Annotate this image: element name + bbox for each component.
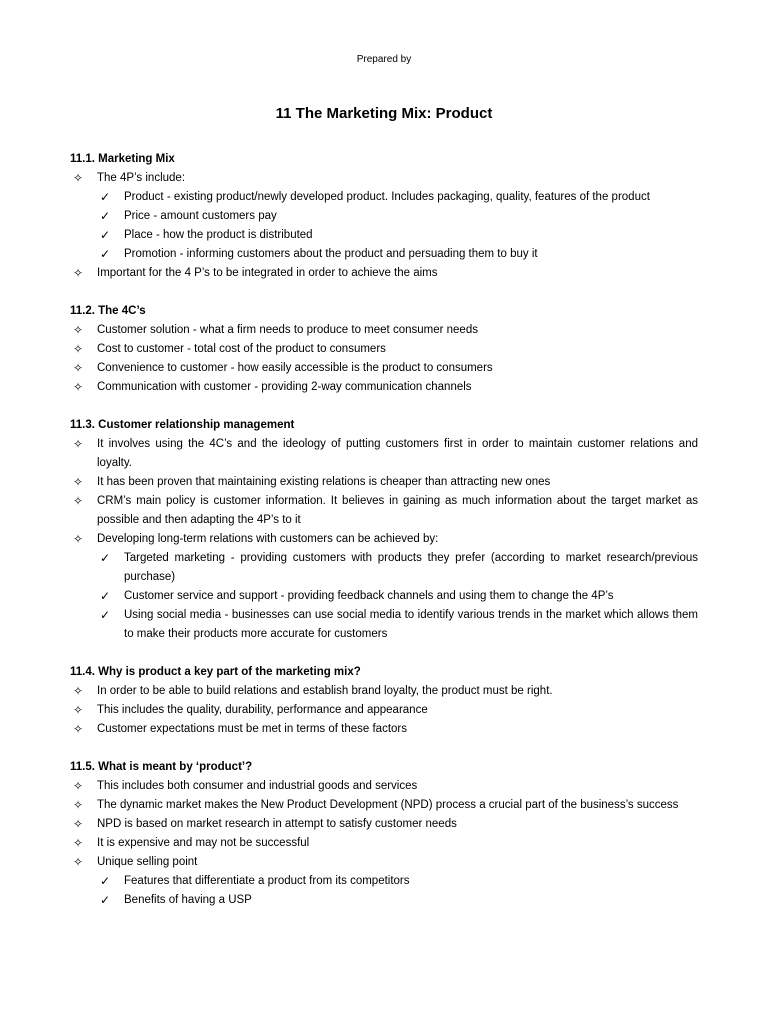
- list-item: [70, 853, 698, 872]
- star-bullet-icon: ✧: [72, 323, 84, 337]
- check-mark-icon: ✓: [99, 589, 111, 603]
- section-heading: 11.5. What is meant by ‘product’?: [70, 761, 253, 773]
- list-item: [70, 378, 698, 397]
- sub-list-item-text: Customer service and support - providing feedback channels and using them to change the 4P’s: [124, 590, 614, 602]
- list-item: [70, 492, 698, 530]
- list-item-text: This includes both consumer and industrial goods and services: [97, 780, 418, 792]
- check-mark-icon: ✓: [99, 608, 111, 622]
- list-item: [70, 720, 698, 739]
- star-bullet-icon: ✧: [72, 266, 84, 280]
- sub-list-item-text: Using social media - businesses can use social media to identify various trends in the market which allows them to make their products more accurate for customers: [124, 609, 698, 640]
- star-bullet-icon: ✧: [72, 171, 84, 185]
- check-mark-icon: ✓: [99, 874, 111, 888]
- list-item-text: Cost to customer - total cost of the product to consumers: [97, 343, 386, 355]
- list-item-text: Customer solution - what a firm needs to produce to meet consumer needs: [97, 324, 478, 336]
- section-heading: 11.1. Marketing Mix: [70, 153, 175, 165]
- check-mark-icon: ✓: [99, 190, 111, 204]
- star-bullet-icon: ✧: [72, 494, 84, 508]
- sub-list-item: [70, 891, 698, 910]
- star-bullet-icon: ✧: [72, 380, 84, 394]
- list-item: [70, 473, 698, 492]
- prepared-by-line: Prepared by: [356, 54, 412, 65]
- sub-list-item: [70, 207, 698, 226]
- list-item-text: In order to be able to build relations and establish brand loyalty, the product must be right.: [97, 685, 553, 697]
- list-item-text: The 4P’s include:: [97, 172, 186, 184]
- sub-list-item-text: Product - existing product/newly developed product. Includes packaging, quality, features of the product: [124, 191, 650, 203]
- list-item-text: It involves using the 4C’s and the ideology of putting customers first in order to maintain customer relations and loyalty.: [97, 438, 698, 469]
- section-marketing-mix: [70, 150, 698, 283]
- section-heading: 11.4. Why is product a key part of the marketing mix?: [70, 666, 361, 678]
- page-title: 11 The Marketing Mix: Product: [275, 105, 493, 122]
- sub-list-item-text: Benefits of having a USP: [124, 894, 252, 906]
- star-bullet-icon: ✧: [72, 836, 84, 850]
- list-item-text: NPD is based on market research in attempt to satisfy customer needs: [97, 818, 457, 830]
- list-item: [70, 169, 698, 188]
- star-bullet-icon: ✧: [72, 817, 84, 831]
- sub-list-item-text: Features that differentiate a product from its competitors: [124, 875, 410, 887]
- sub-list-item-text: Price - amount customers pay: [124, 210, 277, 222]
- star-bullet-icon: ✧: [72, 722, 84, 736]
- list-item: [70, 834, 698, 853]
- list-item: [70, 701, 698, 720]
- list-item: [70, 530, 698, 549]
- sub-list-item: [70, 188, 698, 207]
- sub-list-item-text: Promotion - informing customers about the product and persuading them to buy it: [124, 248, 538, 260]
- list-item-text: It has been proven that maintaining existing relations is cheaper than attracting new ones: [97, 476, 551, 488]
- list-item: [70, 321, 698, 340]
- section-meaning-of-product: [70, 758, 698, 910]
- sub-list-item: [70, 226, 698, 245]
- list-item-text: It is expensive and may not be successful: [97, 837, 310, 849]
- star-bullet-icon: ✧: [72, 475, 84, 489]
- section-heading: 11.2. The 4C’s: [70, 305, 146, 317]
- list-item-text: The dynamic market makes the New Product Development (NPD) process a crucial part of the business’s success: [97, 799, 679, 811]
- list-item: [70, 777, 698, 796]
- star-bullet-icon: ✧: [72, 437, 84, 451]
- list-item: [70, 264, 698, 283]
- sub-list-item-text: Place - how the product is distributed: [124, 229, 313, 241]
- star-bullet-icon: ✧: [72, 361, 84, 375]
- check-mark-icon: ✓: [99, 551, 111, 565]
- list-item-text: Convenience to customer - how easily accessible is the product to consumers: [97, 362, 493, 374]
- star-bullet-icon: ✧: [72, 779, 84, 793]
- sub-list-item: [70, 872, 698, 891]
- list-item: [70, 359, 698, 378]
- list-item: [70, 435, 698, 473]
- list-item-text: Developing long-term relations with customers can be achieved by:: [97, 533, 439, 545]
- list-item: [70, 682, 698, 701]
- sub-list-item: [70, 245, 698, 264]
- list-item-text: Unique selling point: [97, 856, 198, 868]
- document-body: [70, 150, 698, 929]
- star-bullet-icon: ✧: [72, 703, 84, 717]
- list-item-text: This includes the quality, durability, performance and appearance: [97, 704, 428, 716]
- check-mark-icon: ✓: [99, 228, 111, 242]
- sub-list-item: [70, 549, 698, 587]
- section-product-key-part: [70, 663, 698, 739]
- star-bullet-icon: ✧: [72, 532, 84, 546]
- list-item-text: Communication with customer - providing 2-way communication channels: [97, 381, 472, 393]
- star-bullet-icon: ✧: [72, 684, 84, 698]
- check-mark-icon: ✓: [99, 209, 111, 223]
- list-item: [70, 796, 698, 815]
- section-4cs: [70, 302, 698, 397]
- star-bullet-icon: ✧: [72, 798, 84, 812]
- list-item-text: Important for the 4 P’s to be integrated in order to achieve the aims: [97, 267, 438, 279]
- sub-list-item: [70, 606, 698, 644]
- sub-list-item-text: Targeted marketing - providing customers with products they prefer (according to market research/previous purchase): [124, 552, 698, 583]
- section-heading: 11.3. Customer relationship management: [70, 419, 295, 431]
- check-mark-icon: ✓: [99, 247, 111, 261]
- list-item-text: CRM’s main policy is customer information. It believes in gaining as much information about the target market as possible and then adapting the 4P’s to it: [97, 495, 698, 526]
- check-mark-icon: ✓: [99, 893, 111, 907]
- star-bullet-icon: ✧: [72, 342, 84, 356]
- list-item-text: Customer expectations must be met in terms of these factors: [97, 723, 407, 735]
- list-item: [70, 340, 698, 359]
- star-bullet-icon: ✧: [72, 855, 84, 869]
- list-item: [70, 815, 698, 834]
- section-crm: [70, 416, 698, 644]
- sub-list-item: [70, 587, 698, 606]
